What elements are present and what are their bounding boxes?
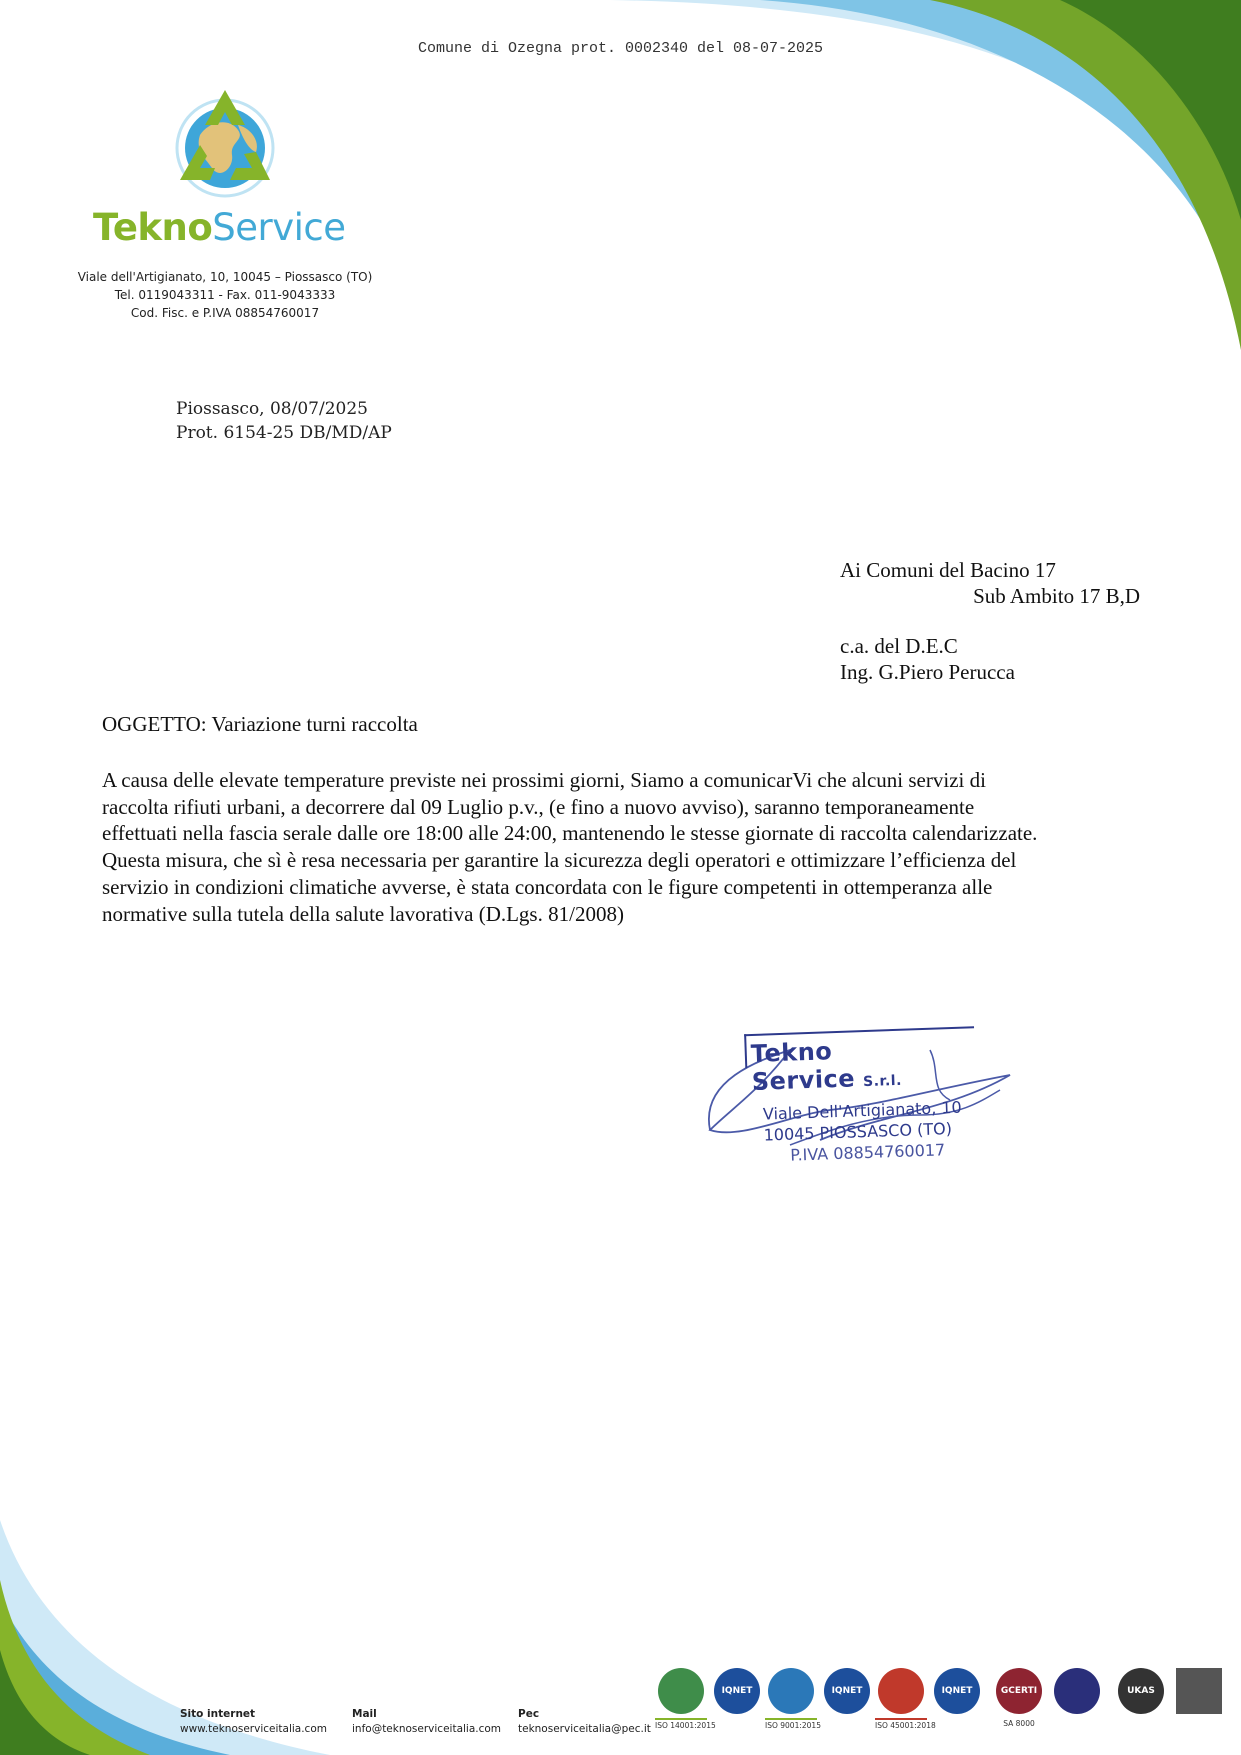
cert-ukas-badge [1173, 1668, 1225, 1738]
footer-pec-label: Pec [518, 1708, 540, 1720]
body-line: raccolta rifiuti urbani, a decorrere dal 09 Luglio p.v., (e fino a nuovo avviso), saranno temporaneamente [102, 794, 975, 819]
body-line: effettuati nella fascia serale dalle ore 18:00 alle 24:00, mantenendo le stesse giornate di raccolta calendarizzate. [102, 821, 1038, 846]
company-phone-fax: Tel. 0119043311 - Fax. 011-9043333 [114, 288, 336, 302]
cert-star-badge [1051, 1668, 1103, 1738]
subject-line: OGGETTO: Variazione turni raccolta [102, 712, 418, 736]
body-line: normative sulla tutela della salute lavorativa (D.Lgs. 81/2008) [102, 901, 624, 926]
cert-label [711, 1718, 763, 1719]
cert-seal-icon: IQNET [714, 1668, 760, 1714]
cert-label [1115, 1718, 1167, 1719]
cert-label: ISO 14001:2015 [655, 1718, 707, 1730]
cert-label: SA 8000 [1003, 1719, 1035, 1728]
stamp-vat: P.IVA 08854760017 [790, 1140, 946, 1165]
cert-label: ISO 45001:2018 [875, 1718, 927, 1730]
stamp-suffix: S.r.l. [862, 1072, 903, 1091]
cert-seal-icon [658, 1668, 704, 1714]
company-info [60, 268, 390, 322]
brand-name [93, 206, 346, 249]
stamp-name-text: Tekno Service [750, 1037, 856, 1096]
cert-seal-icon [878, 1668, 924, 1714]
cert-gcerti-badge [993, 1668, 1045, 1738]
company-address: Viale dell'Artigianato, 10, 10045 – Piossasco (TO) [77, 270, 373, 284]
cert-seal-icon: IQNET [934, 1668, 980, 1714]
cert-label [1173, 1718, 1225, 1719]
place-date: Piossasco, 08/07/2025 [176, 399, 368, 419]
cert-iso9001-badge [765, 1668, 821, 1738]
attention-line-1: c.a. del D.E.C [840, 634, 958, 658]
stamp-address: Viale Dell'Artigianato, 10 [762, 1097, 962, 1124]
protocol-stamp: Comune di Ozegna prot. 0002340 del 08-07-2025 [417, 40, 824, 57]
cert-iqnet-badge [821, 1668, 873, 1738]
cert-seal-icon: UKAS [1118, 1668, 1164, 1714]
cert-iqnet-badge [931, 1668, 983, 1738]
company-tax-id: Cod. Fisc. e P.IVA 08854760017 [130, 306, 320, 320]
attention-line-2: Ing. G.Piero Perucca [840, 660, 1015, 684]
globe-recycle-logo [160, 80, 290, 210]
cert-label [931, 1718, 983, 1719]
footer-website [180, 1707, 327, 1737]
footer-mail [352, 1707, 501, 1737]
footer-website-value[interactable]: www.teknoserviceitalia.com [180, 1723, 327, 1735]
certification-badges [655, 1668, 1210, 1738]
cert-iso45001-badge [875, 1668, 936, 1738]
footer-mail-value[interactable]: info@teknoserviceitalia.com [352, 1723, 502, 1735]
recipient-line-2: Sub Ambito 17 B,D [973, 584, 1140, 608]
brand-name-part1: Tekno [93, 206, 213, 249]
brand-name-part2: Service [212, 206, 346, 249]
recipients-block [840, 557, 1140, 685]
cert-iso14001-badge [655, 1668, 716, 1738]
company-stamp [750, 1032, 981, 1165]
body-line: A causa delle elevate temperature previste nei prossimi giorni, Siamo a comunicarVi che alcuni servizi di [102, 768, 986, 792]
body-paragraph [102, 767, 1142, 927]
cert-seal-icon [1176, 1668, 1222, 1714]
recipient-line-1: Ai Comuni del Bacino 17 [840, 558, 1056, 582]
stamp-city: 10045 PIOSSASCO (TO) [763, 1119, 953, 1145]
cert-label [821, 1718, 873, 1719]
footer-mail-label: Mail [352, 1708, 377, 1720]
date-block [176, 397, 392, 445]
cert-ukas-seal [1115, 1668, 1167, 1738]
stamp-name [750, 1032, 980, 1096]
body-line: servizio in condizioni climatiche avverse, è stata concordata con le figure competenti in ottemperanza alle [102, 874, 993, 899]
letter-protocol: Prot. 6154-25 DB/MD/AP [176, 423, 392, 443]
body-line: Questa misura, che sì è resa necessaria per garantire la sicurezza degli operatori e ottimizzare l’efficienza del [102, 848, 1017, 873]
cert-label [1051, 1718, 1103, 1719]
cert-seal-icon: GCERTI [996, 1668, 1042, 1714]
cert-label: ISO 9001:2015 [765, 1718, 817, 1730]
footer-website-label: Sito internet [180, 1708, 256, 1720]
cert-seal-icon [1054, 1668, 1100, 1714]
cert-seal-icon: IQNET [824, 1668, 870, 1714]
footer-pec [518, 1707, 651, 1737]
cert-seal-icon [768, 1668, 814, 1714]
footer-pec-value[interactable]: teknoserviceitalia@pec.it [518, 1723, 651, 1735]
cert-iqnet-badge [711, 1668, 763, 1738]
